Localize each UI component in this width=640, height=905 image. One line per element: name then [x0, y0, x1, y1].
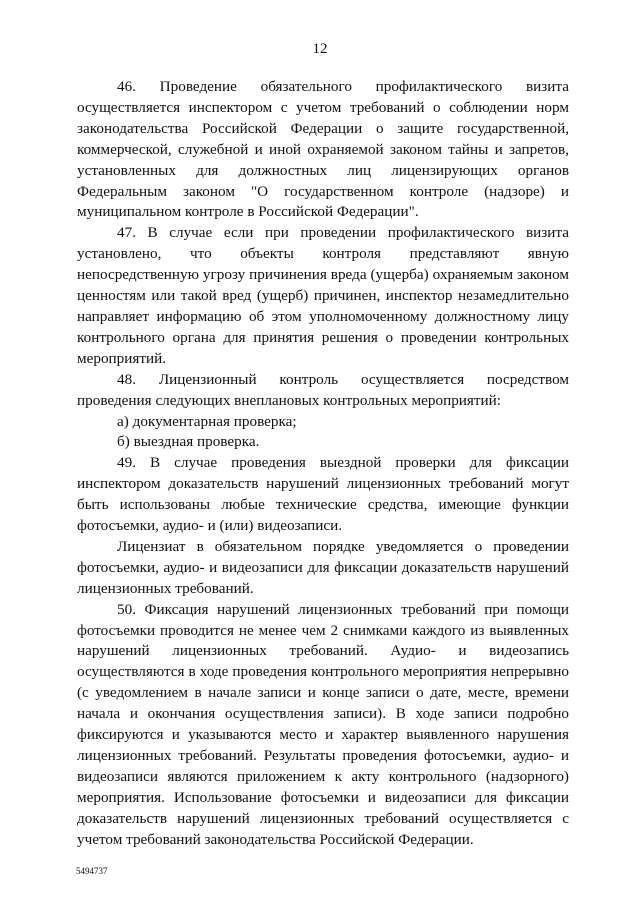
list-item-b: б) выездная проверка.: [117, 433, 260, 451]
list-item-a: а) документарная проверка;: [117, 412, 297, 430]
paragraph-46: 46. Проведение обязательного профилактического визита осуществляется инспектором с учетом требований о соблюдении норм законодательства Российской Федерации о защите государственной, коммерческой, служебной и иной охраняемой законом тайны и запретов, установленных для должностных лиц лицензирующих органов Федеральным законом "О государственном контроле (надзоре) и муниципальном контроле в Российской Федерации".: [77, 78, 569, 221]
paragraph-48: 48. Лицензионный контроль осуществляется посредством проведения следующих внеплановых контрольных мероприятий:: [77, 370, 569, 409]
document-code: 5494737: [76, 866, 108, 876]
document-body: [77, 77, 569, 851]
paragraph-notice: Лицензиат в обязательном порядке уведомляется о проведении фотосъемки, аудио- и видеозаписи для фиксации доказательств нарушений лицензионных требований.: [77, 537, 569, 597]
paragraph-47: 47. В случае если при проведении профилактического визита установлено, что объекты контроля представляют явную непосредственную угрозу причинения вреда (ущерба) охраняемым законом ценностям или такой вред (ущерб) причинен, инспектор незамедлительно направляет информацию об этом уполномоченному должностному лицу контрольного органа для принятия решения о проведении контрольных мероприятий.: [77, 224, 569, 367]
page-number: 12: [312, 41, 328, 57]
paragraph-50: 50. Фиксация нарушений лицензионных требований при помощи фотосъемки проводится не менее чем 2 снимками каждого из выявленных нарушений лицензионных требований. Аудио- и видеозапись осуществляются в ходе проведения контрольного мероприятия непрерывно (с уведомлением в начале записи и конце записи о дате, месте, времени начала и окончания осуществления записи). В ходе записи подробно фиксируются и указываются место и характер выявленного нарушения лицензионных требований. Результаты проведения фотосъемки, аудио- и видеозаписи являются приложением к акту контрольного (надзорного) мероприятия. Использование фотосъемки и видеозаписи для фиксации доказательств нарушений лицензионных требований осуществляется с учетом требований законодательства Российской Федерации.: [77, 600, 569, 848]
paragraph-49: 49. В случае проведения выездной проверки для фиксации инспектором доказательств нарушений лицензионных требований могут быть использованы любые технические средства, имеющие функции фотосъемки, аудио- и (или) видеозаписи.: [77, 454, 569, 535]
